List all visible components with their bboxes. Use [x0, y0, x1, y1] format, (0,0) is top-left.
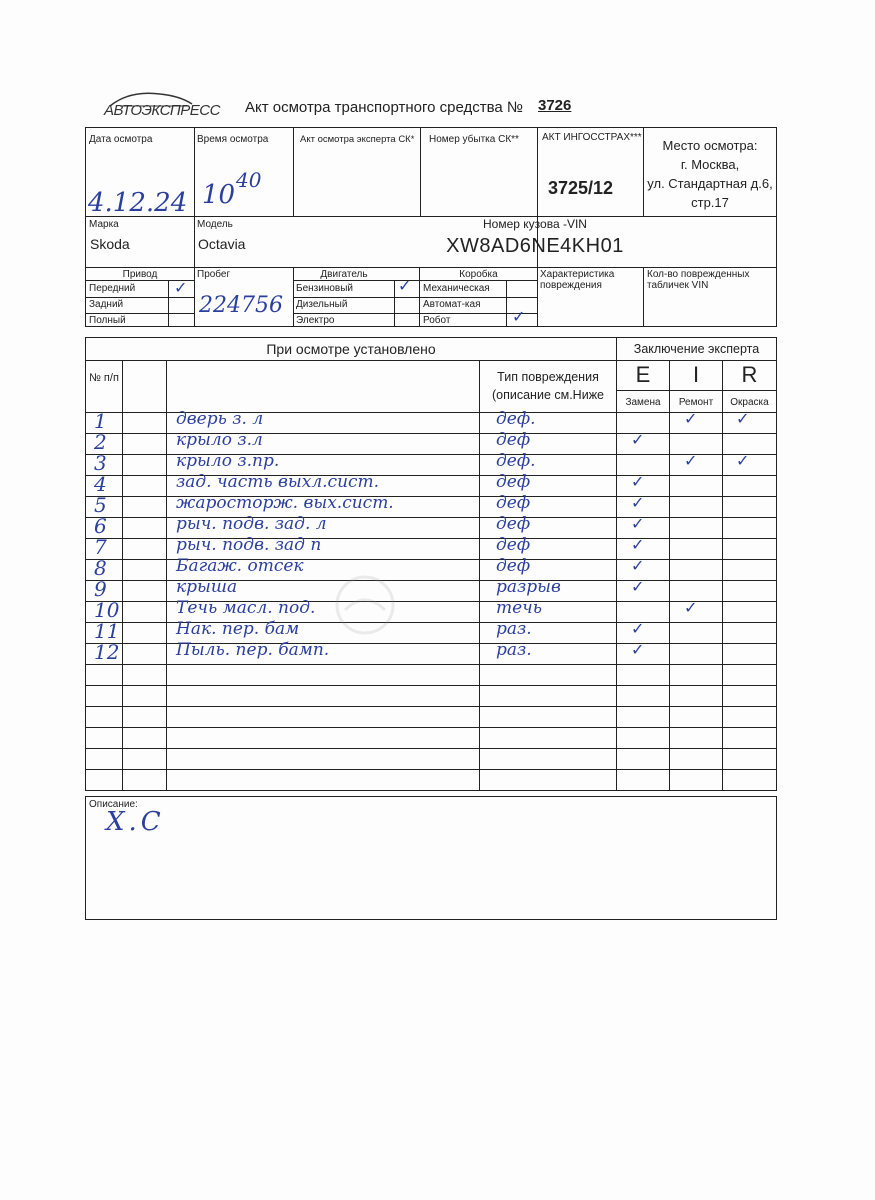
- vin-value: XW8AD6NE4KH01: [446, 235, 624, 257]
- vin-label: Номер кузова -VIN: [483, 217, 587, 231]
- engine-petrol-checkmark-icon: ✓: [398, 276, 412, 295]
- place-line-1: г. Москва,: [680, 157, 740, 172]
- row-e-checkmark-icon: ✓: [631, 556, 645, 575]
- vehicle-info-table: [85, 127, 777, 327]
- gearbox-option-manual: Механическая: [423, 283, 490, 294]
- model-label: Модель: [197, 219, 233, 230]
- row-number: 2: [94, 430, 107, 454]
- row-part-name: крыло з.л: [176, 430, 263, 450]
- col-r-sub: Окраска: [730, 397, 769, 408]
- row-part-name: рыч. подв. зад. л: [176, 514, 327, 534]
- row-damage-type: раз.: [496, 619, 532, 639]
- row-e-checkmark-icon: ✓: [631, 535, 645, 554]
- make-label: Марка: [89, 219, 119, 230]
- row-number: 5: [94, 493, 107, 517]
- col-i-header: I: [692, 362, 700, 387]
- loss-number-label: Номер убытка СК**: [429, 134, 519, 145]
- watermark: [330, 570, 630, 650]
- gearbox-robot-checkmark-icon: ✓: [512, 307, 526, 326]
- row-part-name: рыч. подв. зад п: [176, 535, 322, 555]
- inspection-table: [85, 337, 777, 791]
- row-e-checkmark-icon: ✓: [631, 619, 645, 638]
- row-number-header: № п/п: [89, 372, 119, 384]
- row-part-name: жаросторж. вых.сист.: [176, 493, 394, 513]
- row-damage-type: деф.: [496, 451, 536, 471]
- row-e-checkmark-icon: ✓: [631, 640, 645, 659]
- row-r-checkmark-icon: ✓: [736, 409, 750, 428]
- row-number: 6: [94, 514, 107, 538]
- row-part-name: крыло з.пр.: [176, 451, 280, 471]
- row-part-name: Пыль. пер. бамп.: [176, 640, 330, 660]
- vin-plates-label: Кол-во поврежденных табличек VIN: [647, 269, 750, 291]
- col-i-sub: Ремонт: [678, 397, 714, 408]
- row-i-checkmark-icon: ✓: [684, 598, 698, 617]
- damage-char-label: Характеристика повреждения: [540, 269, 615, 291]
- row-damage-type: деф: [496, 535, 531, 555]
- ingos-act-value: 3725/12: [548, 178, 614, 198]
- ingos-act-label: АКТ ИНГОССТРАХ***: [542, 132, 642, 143]
- description-box: [85, 796, 777, 920]
- row-number: 3: [94, 451, 107, 475]
- gearbox-option-auto: Автомат-кая: [423, 299, 481, 310]
- drive-front-checkmark-icon: ✓: [174, 278, 188, 297]
- description-label: Описание:: [89, 799, 138, 810]
- row-number: 1: [94, 409, 107, 433]
- row-number: 12: [94, 640, 120, 664]
- col-e-sub: Замена: [625, 397, 661, 408]
- logo-text: АВТОЭКСПРЕСС: [104, 102, 220, 119]
- row-part-name: Багаж. отсек: [176, 556, 304, 576]
- row-e-checkmark-icon: ✓: [631, 514, 645, 533]
- established-label: При осмотре установлено: [266, 341, 436, 357]
- drive-label: Привод: [122, 269, 158, 280]
- drive-option-full: Полный: [89, 315, 126, 326]
- inspection-place: [644, 136, 776, 212]
- place-line-3: стр.17: [691, 195, 729, 210]
- gearbox-option-robot: Робот: [423, 315, 451, 326]
- row-e-checkmark-icon: ✓: [631, 577, 645, 596]
- row-damage-type: течь: [496, 598, 543, 618]
- row-damage-type: деф: [496, 493, 531, 513]
- row-e-checkmark-icon: ✓: [631, 472, 645, 491]
- drive-option-front: Передний: [89, 283, 136, 294]
- date-value: 4.12.24: [88, 188, 188, 218]
- watermark-car-icon: [330, 570, 400, 640]
- row-number: 10: [94, 598, 120, 622]
- row-number: 7: [94, 535, 107, 559]
- row-number: 11: [94, 619, 120, 643]
- row-i-checkmark-icon: ✓: [684, 451, 698, 470]
- row-damage-type: деф: [496, 472, 531, 492]
- model-value: Octavia: [198, 236, 246, 252]
- row-part-name: дверь з. л: [176, 409, 264, 429]
- col-r-header: R: [741, 362, 758, 387]
- place-label: Место осмотра:: [662, 138, 758, 153]
- document-number: 3726: [538, 97, 572, 114]
- time-hours: 10: [202, 180, 236, 210]
- row-damage-type: раз.: [496, 640, 532, 660]
- expert-act-label: Акт осмотра эксперта СК*: [300, 134, 415, 145]
- gearbox-label: Коробка: [459, 269, 498, 280]
- row-part-name: Течь масл. под.: [176, 598, 316, 618]
- time-minutes: 40: [236, 168, 262, 192]
- row-damage-type: деф.: [496, 409, 536, 429]
- row-e-checkmark-icon: ✓: [631, 493, 645, 512]
- col-e-header: E: [635, 362, 651, 387]
- engine-option-diesel: Дизельный: [296, 299, 348, 310]
- row-number: 4: [94, 472, 107, 496]
- row-part-name: Нак. пер. бам: [176, 619, 300, 639]
- mileage-label: Пробег: [197, 269, 231, 280]
- description-value: Х.С: [106, 807, 165, 837]
- engine-label: Двигатель: [320, 269, 368, 280]
- engine-option-petrol: Бензиновый: [296, 283, 353, 294]
- time-label: Время осмотра: [197, 134, 269, 145]
- company-logo: [100, 88, 220, 124]
- mileage-value: 224756: [199, 293, 283, 318]
- place-line-2: ул. Стандартная д.6,: [647, 176, 773, 191]
- row-damage-type: деф: [496, 430, 531, 450]
- row-damage-type: деф: [496, 556, 531, 576]
- expert-conclusion-label: Заключение эксперта: [633, 342, 760, 356]
- row-r-checkmark-icon: ✓: [736, 451, 750, 470]
- row-e-checkmark-icon: ✓: [631, 430, 645, 449]
- drive-option-rear: Задний: [89, 299, 124, 310]
- document-title: Акт осмотра транспортного средства №: [245, 99, 524, 116]
- row-part-name: крыша: [176, 577, 238, 597]
- date-label: Дата осмотра: [89, 134, 153, 145]
- row-damage-type: деф: [496, 514, 531, 534]
- damage-type-header: Тип повреждения (описание см.Ниже: [491, 370, 605, 402]
- engine-option-electric: Электро: [296, 315, 335, 326]
- row-damage-type: разрыв: [496, 577, 561, 597]
- row-number: 9: [94, 577, 107, 601]
- row-part-name: зад. часть выхл.сист.: [176, 472, 380, 492]
- make-value: Skoda: [90, 236, 130, 252]
- row-number: 8: [94, 556, 107, 580]
- row-i-checkmark-icon: ✓: [684, 409, 698, 428]
